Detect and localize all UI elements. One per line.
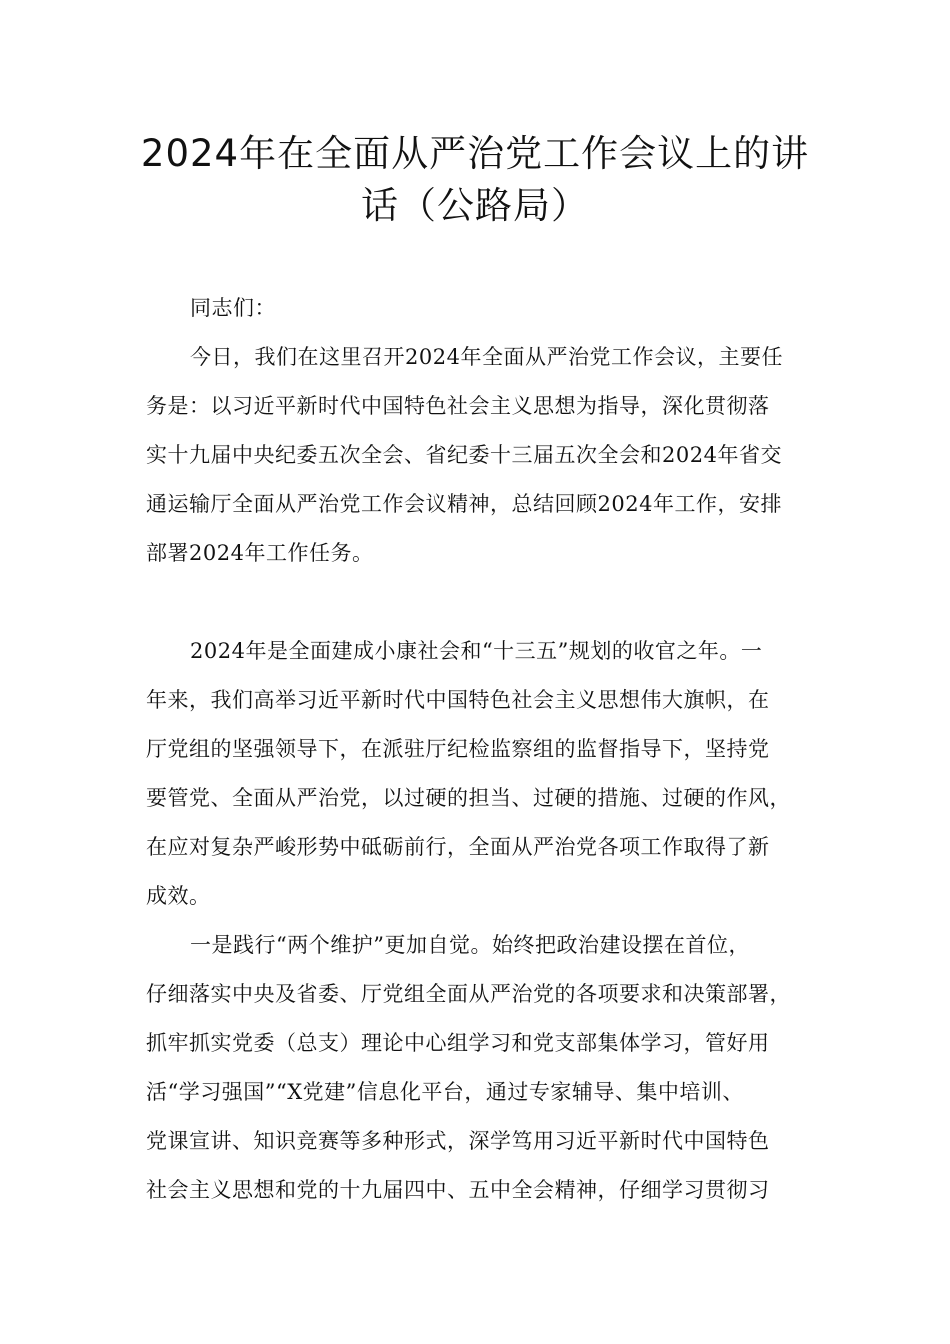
paragraph-2 xyxy=(146,627,810,921)
paragraph-gap xyxy=(146,578,810,627)
paragraph-line: 部署2024年工作任务。 xyxy=(146,541,374,565)
document-body xyxy=(146,284,810,1215)
paragraph-line: 今日，我们在这里召开2024年全面从严治党工作会议，主要任 xyxy=(190,345,783,369)
paragraph-line: 厅党组的坚强领导下，在派驻厅纪检监察组的监督指导下，坚持党 xyxy=(146,737,770,761)
paragraph-line: 年来，我们高举习近平新时代中国特色社会主义思想伟大旗帜，在 xyxy=(146,688,770,712)
paragraph-line: 2024年是全面建成小康社会和“十三五”规划的收官之年。一 xyxy=(190,639,763,663)
greeting: 同志们： xyxy=(190,296,276,320)
paragraph-line: 通运输厅全面从严治党工作会议精神，总结回顾2024年工作，安排 xyxy=(146,492,782,516)
paragraph-line: 抓牢抓实党委（总支）理论中心组学习和党支部集体学习，管好用 xyxy=(146,1031,770,1055)
paragraph-line: 成效。 xyxy=(146,884,211,908)
paragraph-line: 务是：以习近平新时代中国特色社会主义思想为指导，深化贯彻落 xyxy=(146,394,770,418)
paragraph-line: 一是践行“两个维护”更加自觉。始终把政治建设摆在首位， xyxy=(190,933,750,957)
paragraph-line: 社会主义思想和党的十九届四中、五中全会精神，仔细学习贯彻习 xyxy=(146,1178,770,1202)
paragraph-line: 在应对复杂严峻形势中砥砺前行，全面从严治党各项工作取得了新 xyxy=(146,835,770,859)
paragraph-line: 党课宣讲、知识竞赛等多种形式，深学笃用习近平新时代中国特色 xyxy=(146,1129,770,1153)
title-line-2: 话（公路局） xyxy=(361,184,589,227)
paragraph-line: 要管党、全面从严治党，以过硬的担当、过硬的措施、过硬的作风， xyxy=(146,786,791,810)
title-line-1: 2024年在全面从严治党工作会议上的讲 xyxy=(140,132,810,175)
paragraph-line: 实十九届中央纪委五次全会、省纪委十三届五次全会和2024年省交 xyxy=(146,443,782,467)
document-title xyxy=(130,128,820,232)
paragraph-3 xyxy=(146,921,810,1215)
paragraph-1 xyxy=(146,333,810,578)
paragraph-line: 活“学习强国”“X党建”信息化平台，通过专家辅导、集中培训、 xyxy=(146,1080,744,1104)
paragraph-line: 仔细落实中央及省委、厅党组全面从严治党的各项要求和决策部署， xyxy=(146,982,791,1006)
